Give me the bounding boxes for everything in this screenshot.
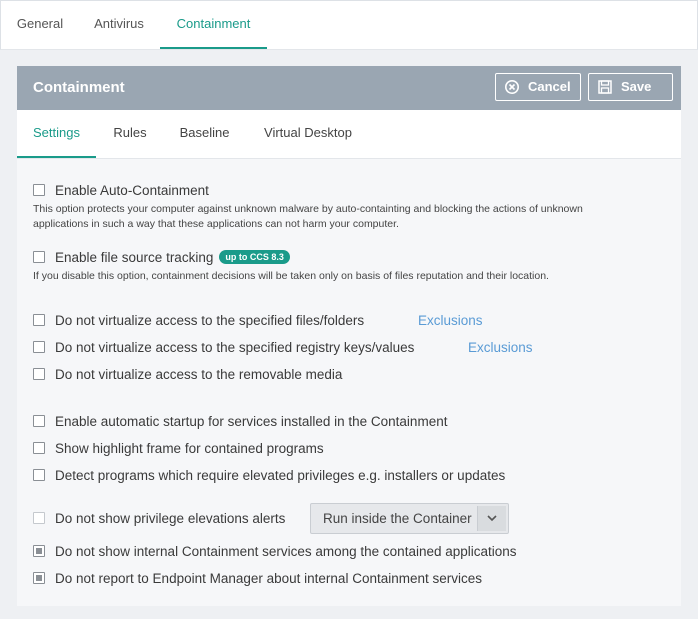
tab-virtual-desktop[interactable]: Virtual Desktop: [264, 125, 352, 140]
auto-startup-checkbox[interactable]: [33, 415, 45, 427]
tab-general[interactable]: General: [16, 16, 64, 31]
no-show-internal-label: Do not show internal Containment services among the contained applications: [55, 544, 517, 559]
cancel-button[interactable]: [495, 73, 581, 101]
no-report-internal-label: Do not report to Endpoint Manager about internal Containment services: [55, 571, 482, 586]
auto-startup-label: Enable automatic startup for services installed in the Containment: [55, 414, 448, 429]
auto-containment-label: Enable Auto-Containment: [55, 183, 209, 198]
no-elevation-alerts-label: Do not show privilege elevations alerts: [55, 511, 286, 526]
save-button[interactable]: [588, 73, 673, 101]
file-source-tracking-description: If you disable this option, containment decisions will be taken only on basis of files reputation and their location.: [33, 270, 549, 282]
detect-elevated-label: Detect programs which require elevated privileges e.g. installers or updates: [55, 468, 506, 483]
no-virt-removable-option: [33, 366, 433, 384]
highlight-frame-option: [33, 440, 433, 458]
chevron-down-icon: [477, 506, 506, 531]
detect-elevated-option: [33, 467, 593, 485]
no-virt-registry-option: [33, 339, 463, 357]
file-source-tracking-checkbox[interactable]: [33, 251, 45, 263]
containment-panel: [17, 66, 681, 606]
panel-title: Containment: [33, 79, 125, 96]
no-report-internal-checkbox[interactable]: [33, 572, 45, 584]
no-virt-files-option: [33, 312, 413, 330]
elevation-action-select[interactable]: [310, 503, 509, 534]
tab-settings[interactable]: Settings: [17, 110, 96, 158]
file-source-tracking-text: Enable file source tracking: [55, 250, 214, 265]
detect-elevated-checkbox[interactable]: [33, 469, 45, 481]
tab-rules[interactable]: Rules: [113, 125, 147, 140]
files-exclusions-link[interactable]: Exclusions: [418, 313, 483, 328]
highlight-frame-label: Show highlight frame for contained programs: [55, 441, 324, 456]
save-label: Save: [621, 79, 652, 94]
tab-antivirus[interactable]: Antivirus: [94, 16, 144, 31]
panel-header: [17, 66, 681, 110]
file-source-tracking-label: [55, 249, 290, 266]
tab-baseline[interactable]: Baseline: [179, 125, 230, 140]
auto-containment-checkbox[interactable]: [33, 184, 45, 196]
cancel-label: Cancel: [528, 79, 571, 94]
no-show-internal-option: [33, 543, 593, 561]
no-show-internal-checkbox[interactable]: [33, 545, 45, 557]
version-badge: up to CCS 8.3: [219, 250, 290, 264]
sub-tab-bar: [17, 110, 681, 159]
top-tab-bar: [0, 0, 698, 50]
auto-containment-option: [33, 182, 333, 200]
no-virt-registry-checkbox[interactable]: [33, 341, 45, 353]
auto-containment-description-line-2: applications in such a way that these applications can not harm your computer.: [33, 218, 399, 230]
no-virt-registry-label: Do not virtualize access to the specified registry keys/values: [55, 340, 415, 355]
auto-containment-description: [33, 202, 633, 232]
tab-containment[interactable]: Containment: [160, 1, 267, 49]
cancel-icon: [505, 80, 519, 94]
no-elevation-alerts-checkbox[interactable]: [33, 512, 45, 524]
no-elevation-alerts-option: [33, 510, 313, 528]
no-virt-removable-label: Do not virtualize access to the removable media: [55, 367, 343, 382]
save-icon: [598, 80, 612, 94]
no-report-internal-option: [33, 570, 593, 588]
elevation-action-value: Run inside the Container: [323, 511, 472, 526]
no-virt-files-checkbox[interactable]: [33, 314, 45, 326]
auto-startup-option: [33, 413, 533, 431]
auto-containment-description-line-1: This option protects your computer against unknown malware by auto-containting and blocking the actions of unknown: [33, 203, 583, 215]
no-virt-files-label: Do not virtualize access to the specified files/folders: [55, 313, 365, 328]
highlight-frame-checkbox[interactable]: [33, 442, 45, 454]
registry-exclusions-link[interactable]: Exclusions: [468, 340, 533, 355]
no-virt-removable-checkbox[interactable]: [33, 368, 45, 380]
file-source-tracking-option: [33, 249, 433, 267]
